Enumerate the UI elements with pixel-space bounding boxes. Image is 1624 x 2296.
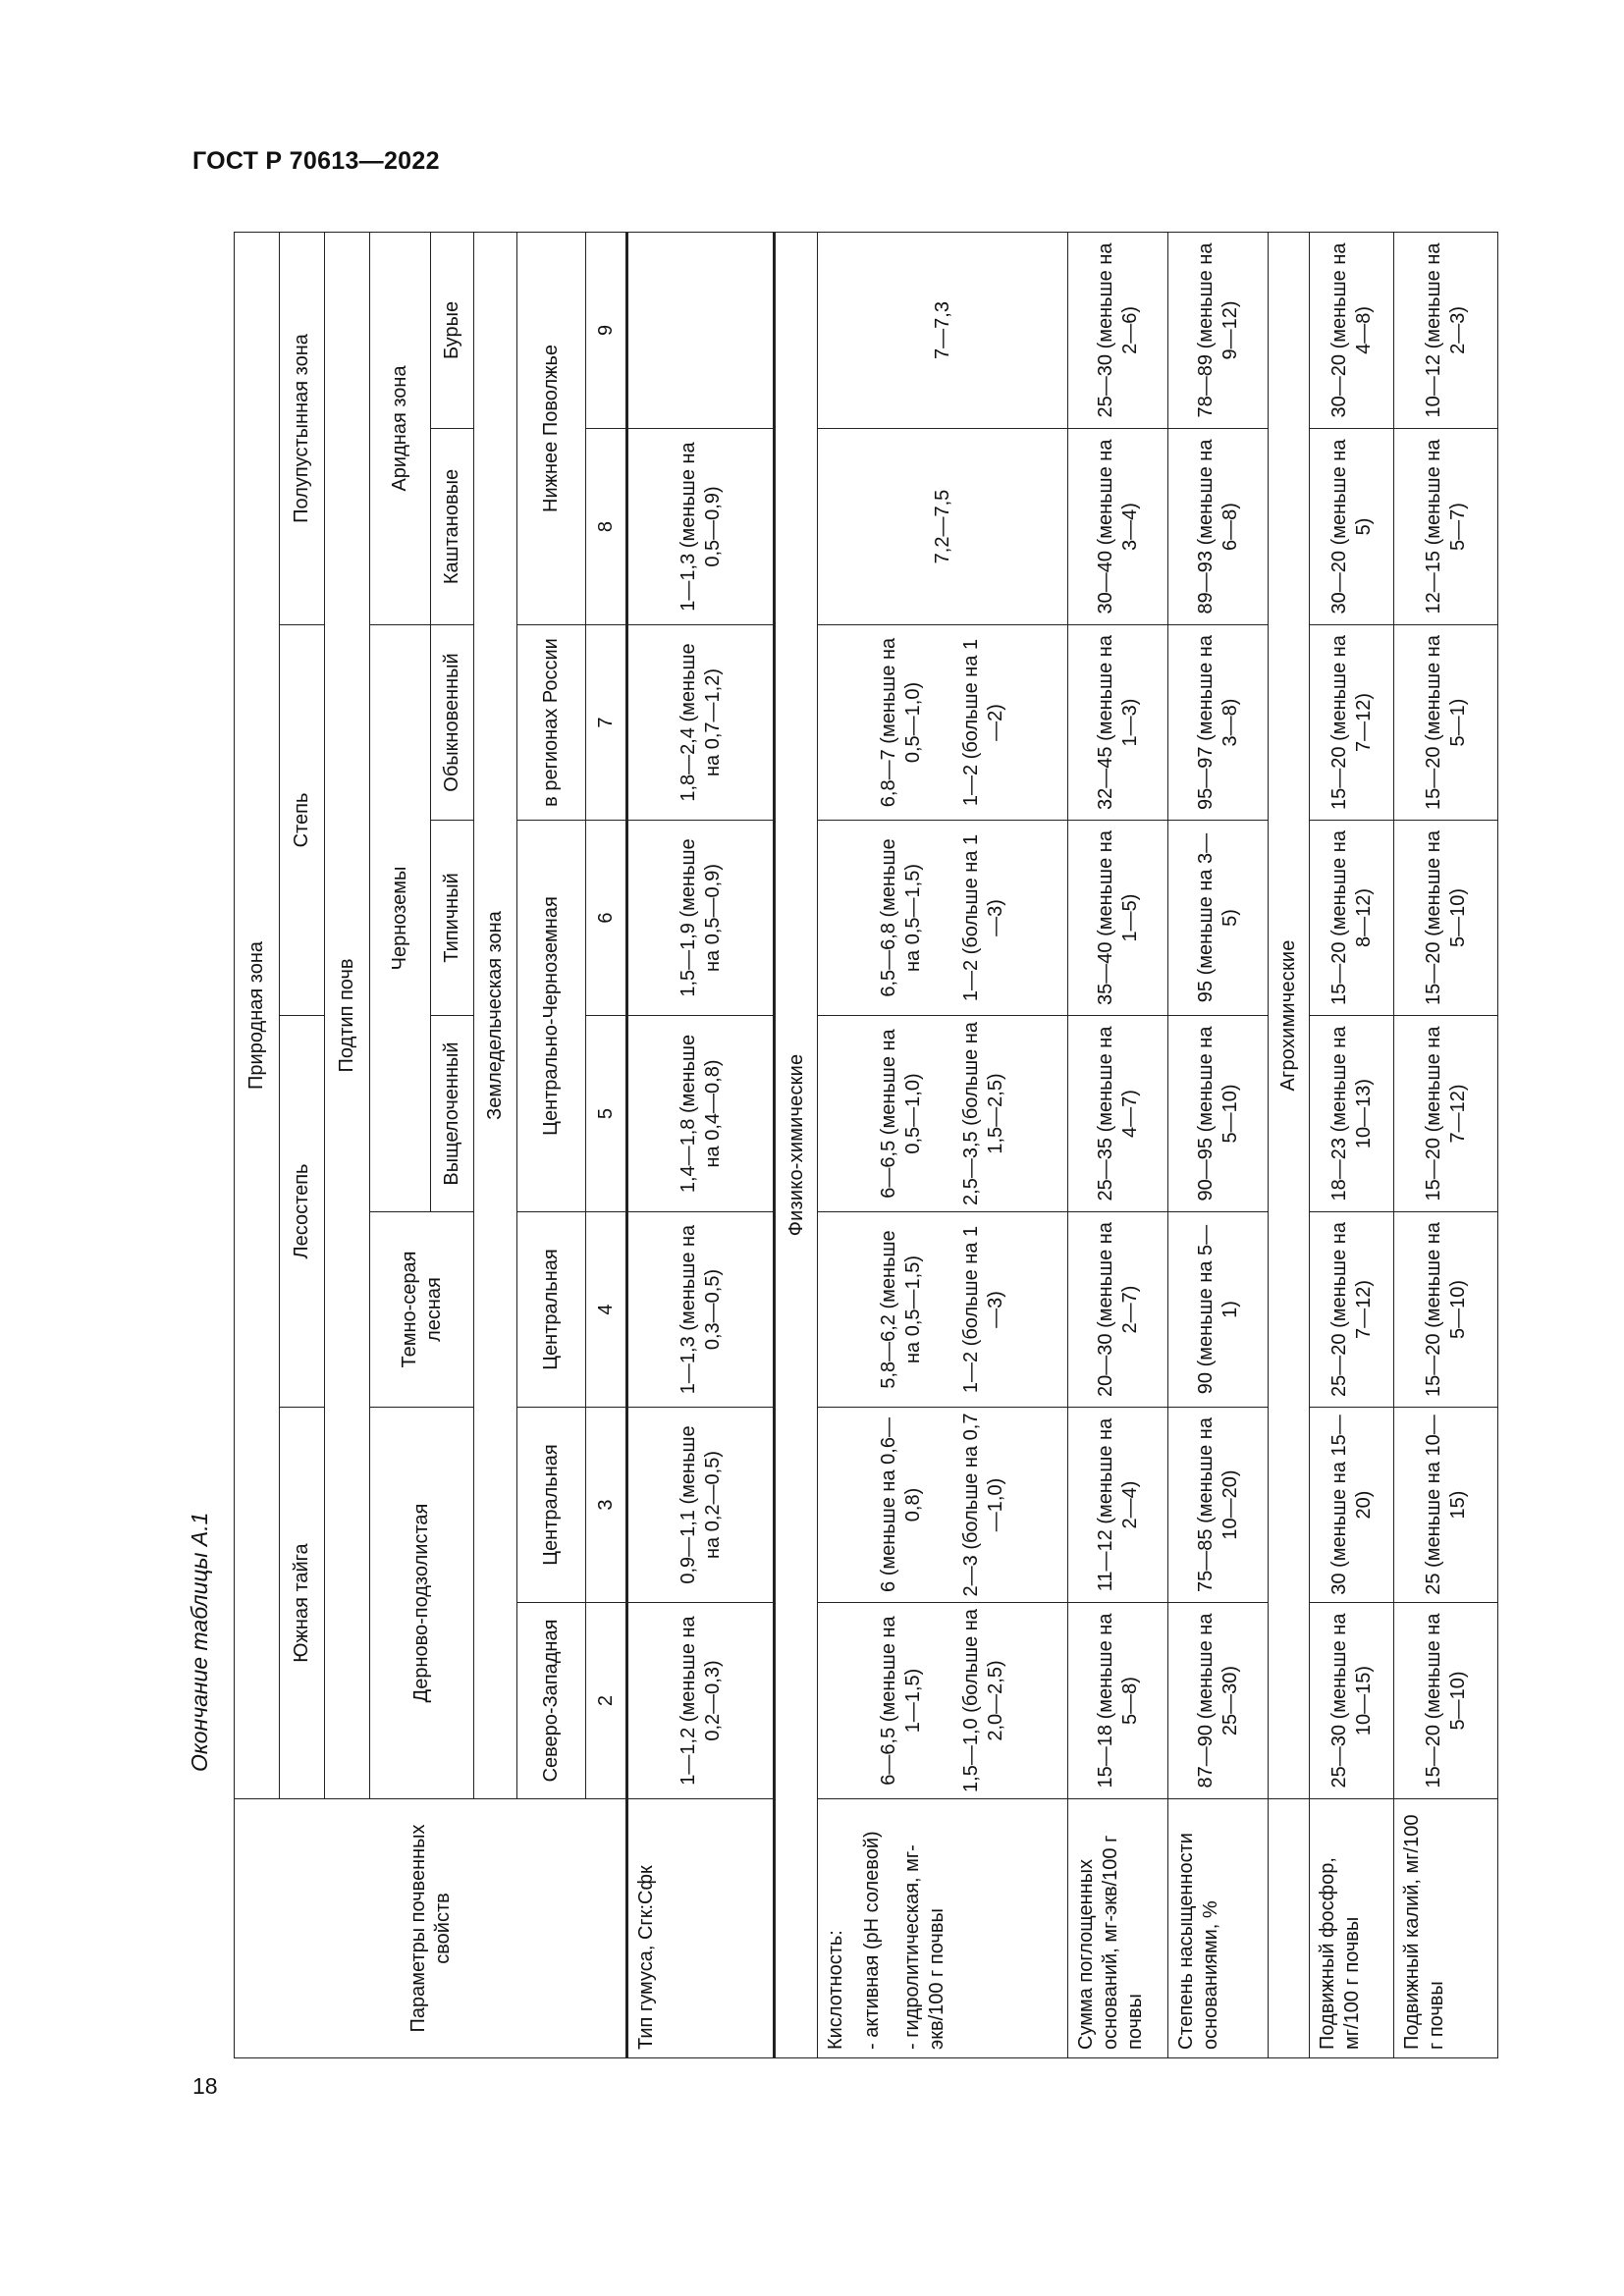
subtype-brown: Бурые bbox=[431, 232, 474, 428]
column-numbers-row bbox=[586, 232, 627, 2057]
col-number: 4 bbox=[586, 1212, 627, 1408]
base-saturation-label: Степень насыщенности основаниями, % bbox=[1168, 1799, 1269, 2058]
acidity-hydro-value: 1—2 (больше на 1—3) bbox=[960, 833, 1006, 1002]
table-cell: 0,9—1,1 (меньше на 0,2—0,5) bbox=[627, 1408, 775, 1603]
header-row-regions bbox=[517, 232, 586, 2057]
table-cell bbox=[627, 232, 775, 428]
region-central-2: Центральная bbox=[517, 1212, 586, 1408]
table-cell: 90 (меньше на 5—1) bbox=[1168, 1212, 1269, 1408]
row-base-saturation bbox=[1168, 232, 1269, 2057]
subtype-dark-grey-forest: Темно-серая лесная bbox=[370, 1212, 474, 1408]
section-row-agrochem bbox=[1269, 232, 1310, 2057]
zone-semi-desert: Полупустынная зона bbox=[280, 232, 325, 624]
acidity-cell bbox=[818, 821, 1068, 1016]
table-cell: 25—30 (меньше на 10—15) bbox=[1310, 1603, 1394, 1799]
table-cell: 15—20 (меньше на 7—12) bbox=[1310, 625, 1394, 821]
header-row-subtypes bbox=[370, 232, 431, 2057]
page-number: 18 bbox=[192, 2073, 218, 2099]
table-cell: 25—30 (меньше на 2—6) bbox=[1068, 232, 1168, 428]
region-north-west: Северо-Западная bbox=[517, 1603, 586, 1799]
region-central: Центральная bbox=[517, 1408, 586, 1603]
acidity-hydro-label: - гидролитическая, мг-экв/100 г почвы bbox=[901, 1844, 947, 2050]
table-cell: 1—1,3 (меньше на 0,3—0,5) bbox=[627, 1212, 775, 1408]
acidity-active-label: - активная (pH солевой) bbox=[861, 1831, 883, 2050]
table-cell: 15—20 (меньше на 8—12) bbox=[1310, 821, 1394, 1016]
table-cell: 20—30 (меньше на 2—7) bbox=[1068, 1212, 1168, 1408]
col-number: 2 bbox=[586, 1603, 627, 1799]
row-phosphorus bbox=[1310, 232, 1394, 2057]
table-cell: 1,4—1,8 (меньше на 0,4—0,8) bbox=[627, 1016, 775, 1212]
table-caption: Окончание таблицы А.1 bbox=[187, 1512, 212, 1772]
table-cell: 95 (меньше на 3—5) bbox=[1168, 821, 1269, 1016]
subtype-typical: Типичный bbox=[431, 821, 474, 1016]
bases-sum-label: Сумма поглощенных оснований, мг-экв/100 г почвы bbox=[1068, 1799, 1168, 2058]
zone-steppe: Степь bbox=[280, 625, 325, 1016]
potassium-label: Подвижный калий, мг/100 г почвы bbox=[1394, 1799, 1498, 2058]
col-number: 6 bbox=[586, 821, 627, 1016]
soil-properties-table bbox=[234, 232, 1498, 2058]
col-number: 9 bbox=[586, 232, 627, 428]
table-cell: 30 (меньше на 15—20) bbox=[1310, 1408, 1394, 1603]
region-russia: в регионах России bbox=[517, 625, 586, 821]
table-cell: 11—12 (меньше на 2—4) bbox=[1068, 1408, 1168, 1603]
acidity-cell: 7—7,3 bbox=[818, 232, 1068, 428]
acidity-hydro-value: 2,5—3,5 (больше на 1,5—2,5) bbox=[960, 1022, 1006, 1205]
header-row-natural-zone bbox=[235, 232, 280, 2057]
table-cell: 1—1,2 (меньше на 0,2—0,3) bbox=[627, 1603, 775, 1799]
param-header-cell: Параметры почвенных свойств bbox=[235, 1799, 627, 2058]
acidity-cell bbox=[818, 1408, 1068, 1603]
col-number: 5 bbox=[586, 1016, 627, 1212]
subtype-ordinary: Обыкновенный bbox=[431, 625, 474, 821]
acidity-active-value: 6—6,5 (меньше на 1—1,5) bbox=[878, 1616, 924, 1786]
table-cell: 30—20 (меньше на 4—8) bbox=[1310, 232, 1394, 428]
soil-subtype-header: Подтип почв bbox=[325, 232, 370, 1798]
phosphorus-label: Подвижный фосфор, мг/100 г почвы bbox=[1310, 1799, 1394, 2058]
acidity-hydro-value: 1,5—1,0 (больше на 2,0—2,5) bbox=[960, 1609, 1006, 1792]
table-cell: 15—20 (меньше на 5—10) bbox=[1394, 1212, 1498, 1408]
table-cell: 10—12 (меньше на 2—3) bbox=[1394, 232, 1498, 428]
table-cell: 89—93 (меньше на 6—8) bbox=[1168, 429, 1269, 625]
acidity-hydro-value: 2—3 (больше на 0,7—1,0) bbox=[960, 1413, 1006, 1597]
table-cell: 25—20 (меньше на 7—12) bbox=[1310, 1212, 1394, 1408]
col-number: 7 bbox=[586, 625, 627, 821]
table-cell: 15—20 (меньше на 5—10) bbox=[1394, 821, 1498, 1016]
rotated-table-container bbox=[234, 233, 1469, 2058]
table-cell: 15—18 (меньше на 5—8) bbox=[1068, 1603, 1168, 1799]
table-cell: 1—1,3 (меньше на 0,5—0,9) bbox=[627, 429, 775, 625]
header-row-zones bbox=[280, 232, 325, 2057]
table-cell: 18—23 (меньше на 10—13) bbox=[1310, 1016, 1394, 1212]
acidity-active-value: 6 (меньше на 0,6—0,8) bbox=[878, 1417, 924, 1592]
table-cell: 1,8—2,4 (меньше на 0,7—1,2) bbox=[627, 625, 775, 821]
acidity-cell: 7,2—7,5 bbox=[818, 429, 1068, 625]
table-cell: 12—15 (меньше на 5—7) bbox=[1394, 429, 1498, 625]
acidity-hydro-value: 1—2 (больше на 1—2) bbox=[960, 638, 1006, 807]
col-number: 3 bbox=[586, 1408, 627, 1603]
col-number: 8 bbox=[586, 429, 627, 625]
section-spacer bbox=[1269, 1799, 1310, 2058]
table-cell: 75—85 (меньше на 10—20) bbox=[1168, 1408, 1269, 1603]
zone-south-taiga: Южная тайга bbox=[280, 1408, 325, 1799]
row-bases-sum bbox=[1068, 232, 1168, 2057]
acidity-cell bbox=[818, 1016, 1068, 1212]
caption-anchor bbox=[187, 1512, 216, 1801]
table-cell: 25 (меньше на 10—15) bbox=[1394, 1408, 1498, 1603]
subtype-sod-podzolic: Дерново-подзолистая bbox=[370, 1408, 474, 1799]
natural-zone-header: Природная зона bbox=[235, 232, 280, 1798]
agri-zone-header: Земледельческая зона bbox=[474, 232, 517, 1798]
subtype-chernozems: Черноземы bbox=[370, 625, 431, 1212]
table-cell: 1,5—1,9 (меньше на 0,5—0,9) bbox=[627, 821, 775, 1016]
table-cell: 90—95 (меньше на 5—10) bbox=[1168, 1016, 1269, 1212]
section-physico-chemical: Физико-химические bbox=[775, 232, 818, 2057]
region-lower-volga: Нижнее Поволжье bbox=[517, 232, 586, 624]
acidity-hydro-value: 1—2 (больше на 1—3) bbox=[960, 1225, 1006, 1394]
subtype-leached: Выщелоченный bbox=[431, 1016, 474, 1212]
header-row-soil-subtype bbox=[325, 232, 370, 2057]
row-potassium bbox=[1394, 232, 1498, 2057]
header-row-agri-zone bbox=[474, 232, 517, 2057]
acidity-active-value: 6,8—7 (меньше на 0,5—1,0) bbox=[878, 637, 924, 808]
table-cell: 15—20 (меньше на 7—12) bbox=[1394, 1016, 1498, 1212]
acidity-active-value: 5,8—6,2 (меньше на 0,5—1,5) bbox=[878, 1230, 924, 1389]
table-cell: 78—89 (меньше на 9—12) bbox=[1168, 232, 1269, 428]
table-cell: 35—40 (меньше на 1—5) bbox=[1068, 821, 1168, 1016]
acidity-cell bbox=[818, 1212, 1068, 1408]
acidity-active-value: 6,5—6,8 (меньше на 0,5—1,5) bbox=[878, 838, 924, 997]
acidity-active-value: 6—6,5 (меньше на 0,5—1,0) bbox=[878, 1029, 924, 1199]
acidity-cell bbox=[818, 1603, 1068, 1799]
region-central-chernozem: Центрально-Черноземная bbox=[517, 821, 586, 1212]
acidity-label-cell bbox=[818, 1799, 1068, 2058]
subtype-chestnut: Каштановые bbox=[431, 429, 474, 625]
table-cell: 30—20 (меньше на 5) bbox=[1310, 429, 1394, 625]
section-agrochemical: Агрохимические bbox=[1269, 232, 1310, 1798]
table-cell: 25—35 (меньше на 4—7) bbox=[1068, 1016, 1168, 1212]
table-cell: 87—90 (меньше на 25—30) bbox=[1168, 1603, 1269, 1799]
table-cell: 30—40 (меньше на 3—4) bbox=[1068, 429, 1168, 625]
table-cell: 15—20 (меньше на 5—1) bbox=[1394, 625, 1498, 821]
zone-forest-steppe: Лесостепь bbox=[280, 1016, 325, 1408]
table-cell: 15—20 (меньше на 5—10) bbox=[1394, 1603, 1498, 1799]
humus-label: Тип гумуса, Cгк:Cфк bbox=[627, 1799, 775, 2058]
document-header: ГОСТ Р 70613—2022 bbox=[192, 147, 440, 175]
section-row-physchem bbox=[775, 232, 818, 2057]
subtype-arid-zone: Аридная зона bbox=[370, 232, 431, 624]
row-humus bbox=[627, 232, 775, 2057]
table-cell: 32—45 (меньше на 1—3) bbox=[1068, 625, 1168, 821]
row-acidity bbox=[818, 232, 1068, 2057]
acidity-cell bbox=[818, 625, 1068, 821]
table-cell: 95—97 (меньше на 3—8) bbox=[1168, 625, 1269, 821]
acidity-label: Кислотность: bbox=[825, 1930, 846, 2050]
